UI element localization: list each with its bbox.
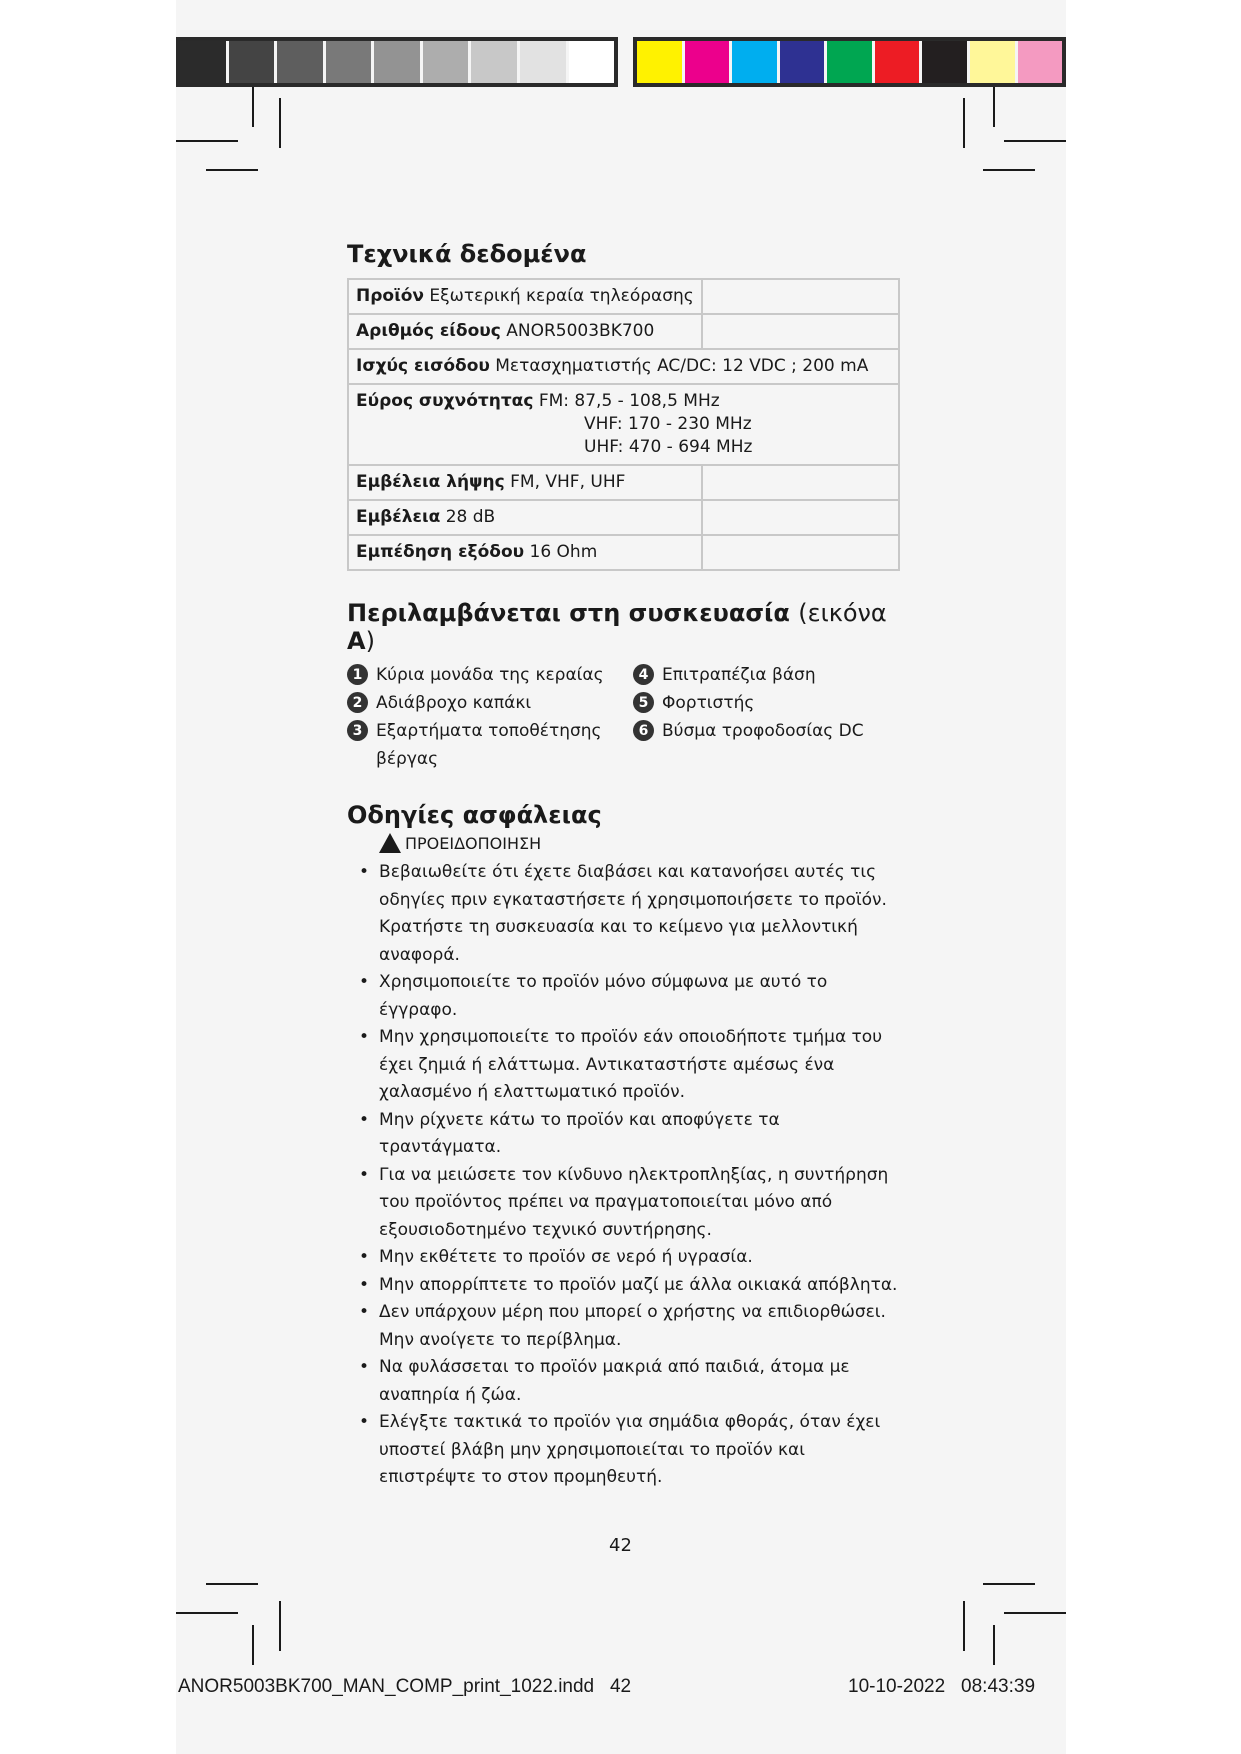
spec-value: Μετασχηματιστής AC/DC: 12 VDC ; 200 mA	[495, 356, 869, 376]
crop-mark	[963, 1601, 965, 1651]
list-item: 1 Κύρια μονάδα της κεραίας	[347, 661, 627, 689]
table-row	[348, 535, 899, 570]
table-row	[348, 465, 899, 500]
number-badge: 4	[633, 664, 654, 685]
crop-mark	[963, 98, 965, 148]
spec-value: FM, VHF, UHF	[510, 472, 626, 492]
spec-value: Εξωτερική κεραία τηλεόρασης	[429, 286, 694, 306]
list-item: • Δεν υπάρχουν μέρη που μπορεί ο χρήστης να επιδιορθώσει. Μην ανοίγετε το περίβλημα.	[347, 1299, 907, 1354]
spec-value: VHF: 170 - 230 MHz	[584, 414, 752, 434]
process-color-bar	[633, 37, 1066, 87]
swatch	[875, 41, 923, 83]
slug-file: ANOR5003BK700_MAN_COMP_print_1022.indd 42	[178, 1676, 632, 1697]
crop-mark	[252, 87, 254, 127]
number-badge: 6	[633, 720, 654, 741]
swatch	[922, 41, 970, 83]
table-row	[348, 384, 899, 465]
swatch	[827, 41, 875, 83]
warning-icon	[379, 833, 401, 853]
table-row	[348, 500, 899, 535]
spec-value: ANOR5003BK700	[506, 321, 655, 341]
crop-mark	[1004, 140, 1066, 142]
spec-label: Εμβέλεια	[356, 507, 441, 527]
list-item: • Χρησιμοποιείτε το προϊόν μόνο σύμφωνα με αυτό το έγγραφο.	[347, 969, 907, 1024]
list-item: • Ελέγξτε τακτικά το προϊόν για σημάδια φθοράς, όταν έχει υποστεί βλάβη μην χρησιμοποιείται το προϊόν και επιστρέψτε το στον προμηθευτή.	[347, 1409, 907, 1492]
list-item: • Μην εκθέτετε το προϊόν σε νερό ή υγρασία.	[347, 1244, 907, 1272]
spec-label: Αριθμός είδους	[356, 321, 501, 341]
swatch	[326, 41, 375, 83]
swatch	[374, 41, 423, 83]
package-heading: Περιλαμβάνεται στη συσκευασία (εικόνα A)	[347, 599, 887, 655]
swatch	[1018, 41, 1063, 83]
spec-label: Εμπέδηση εξόδου	[356, 542, 525, 562]
crop-mark	[252, 1625, 254, 1665]
safety-list	[347, 859, 907, 1492]
crop-mark	[1004, 1612, 1066, 1614]
swatch	[520, 41, 569, 83]
crop-mark	[206, 169, 258, 171]
spec-value: UHF: 470 - 694 MHz	[584, 437, 753, 457]
table-row	[348, 314, 899, 349]
crop-mark	[983, 169, 1035, 171]
list-item: • Μην απορρίπτετε το προϊόν μαζί με άλλα οικιακά απόβλητα.	[347, 1272, 907, 1300]
swatch	[423, 41, 472, 83]
swatch	[780, 41, 828, 83]
spec-label: Εμβέλεια λήψης	[356, 472, 505, 492]
figure-letter: A	[347, 627, 366, 655]
warning-label: ΠΡΟΕΙΔΟΠΟΙΗΣΗ	[379, 833, 907, 853]
slug-timestamp: 10-10-2022 08:43:39	[848, 1676, 1036, 1697]
spec-value: FM: 87,5 - 108,5 MHz	[538, 391, 720, 411]
swatch	[229, 41, 278, 83]
number-badge: 1	[347, 664, 368, 685]
list-item: • Βεβαιωθείτε ότι έχετε διαβάσει και κατανοήσει αυτές τις οδηγίες πριν εγκαταστήσετε ή χρησιμοποιήσετε το προϊόν. Κρατήστε τη συσκευασία και το κείμενο για μελλοντική αναφορά.	[347, 859, 907, 969]
tech-data-table	[347, 278, 900, 571]
swatch	[180, 41, 229, 83]
swatch	[685, 41, 733, 83]
spec-label: Ισχύς εισόδου	[356, 356, 490, 376]
swatch	[732, 41, 780, 83]
list-item: • Για να μειώσετε τον κίνδυνο ηλεκτροπληξίας, η συντήρηση του προϊόντος πρέπει να πραγματοποιείται μόνο από εξουσιοδοτημένο τεχνικό συντήρησης.	[347, 1162, 907, 1245]
list-item: 3 Εξαρτήματα τοποθέτησης βέργας	[347, 717, 627, 773]
grayscale-color-bar	[176, 37, 618, 87]
crop-mark	[279, 98, 281, 148]
package-contents	[347, 661, 907, 801]
table-row	[348, 349, 899, 384]
manual-content	[347, 240, 907, 1492]
spec-label: Προϊόν	[356, 286, 424, 306]
table-row	[348, 279, 899, 314]
crop-mark	[176, 140, 238, 142]
spec-value: 16 Ohm	[529, 542, 598, 562]
swatch	[970, 41, 1018, 83]
spec-value: 28 dB	[445, 507, 496, 527]
crop-mark	[993, 87, 995, 127]
list-item: • Μην ρίχνετε κάτω το προϊόν και αποφύγετε τα τραντάγματα.	[347, 1107, 907, 1162]
number-badge: 3	[347, 720, 368, 741]
crop-mark	[206, 1583, 258, 1585]
list-item: 2 Αδιάβροχο καπάκι	[347, 689, 627, 717]
list-item: • Μην χρησιμοποιείτε το προϊόν εάν οποιοδήποτε τμήμα του έχει ζημιά ή ελάττωμα. Αντικαταστήστε αμέσως ένα χαλασμένο ή ελαττωματικό προϊόν.	[347, 1024, 907, 1107]
number-badge: 5	[633, 692, 654, 713]
list-item: 6 Βύσμα τροφοδοσίας DC	[633, 717, 913, 745]
swatch	[277, 41, 326, 83]
crop-mark	[279, 1601, 281, 1651]
spec-label: Εύρος συχνότητας	[356, 391, 534, 411]
swatch	[471, 41, 520, 83]
list-item: 4 Επιτραπέζια βάση	[633, 661, 913, 689]
number-badge: 2	[347, 692, 368, 713]
list-item: 5 Φορτιστής	[633, 689, 913, 717]
swatch	[637, 41, 685, 83]
tech-data-heading: Τεχνικά δεδομένα	[347, 240, 587, 268]
crop-mark	[176, 1612, 238, 1614]
crop-mark	[993, 1625, 995, 1665]
swatch	[569, 41, 615, 83]
safety-heading: Οδηγίες ασφάλειας	[347, 801, 602, 829]
page-number: 42	[609, 1535, 632, 1556]
crop-mark	[983, 1583, 1035, 1585]
list-item: • Να φυλάσσεται το προϊόν μακριά από παιδιά, άτομα με αναπηρία ή ζώα.	[347, 1354, 907, 1409]
